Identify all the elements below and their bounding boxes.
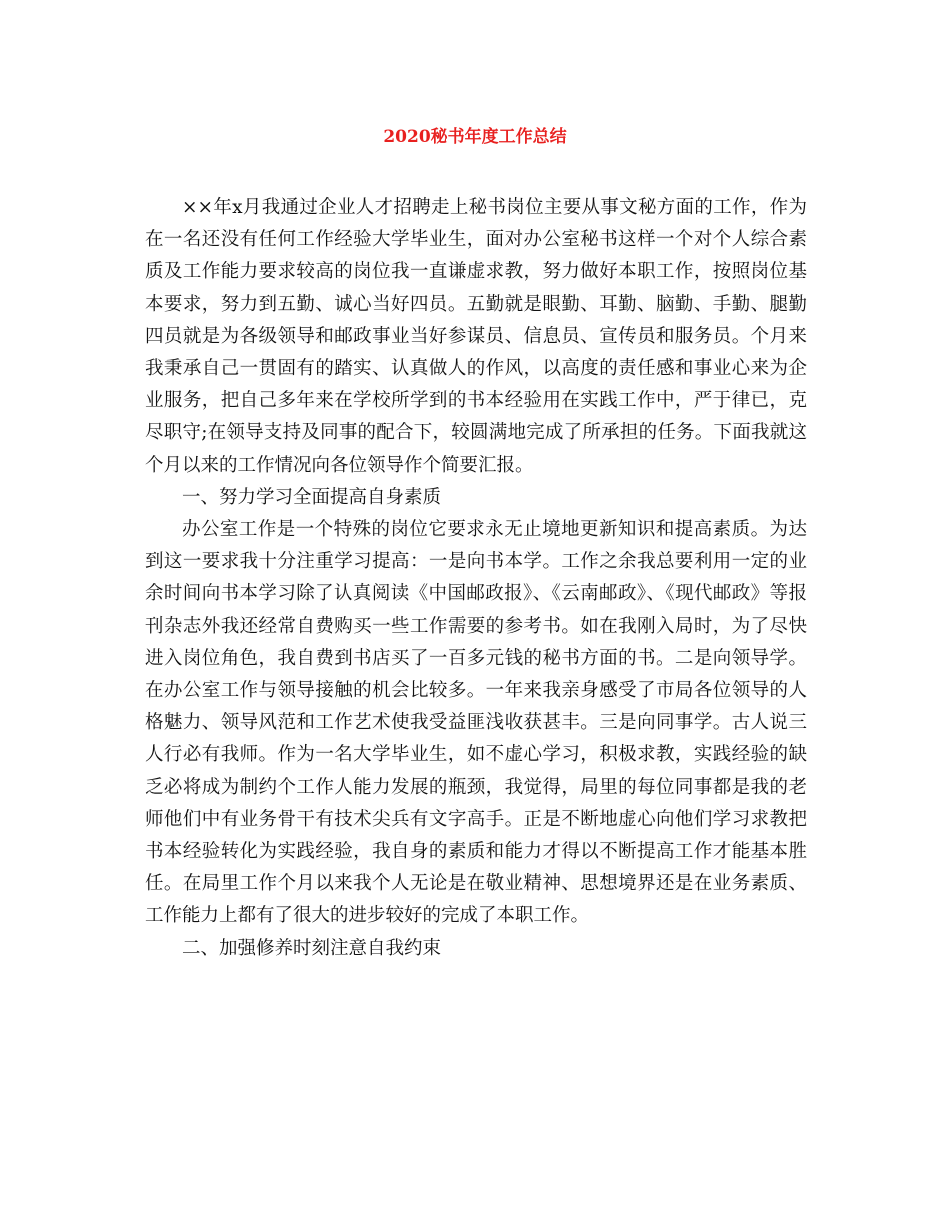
section-heading-1: 一、努力学习全面提高自身素质 (182, 486, 442, 508)
paragraph-section-1: 办公室工作是一个特殊的岗位它要求永无止境地更新知识和提高素质。为达到这一要求我十分注重学习提高：一是向书本学。工作之余我总要利用一定的业余时间向书本学习除了认真阅读《中国邮政报》、《云南邮政》、《现代邮政》等报刊杂志外我还经常自费购买一些工作需要的参考书。如在我刚入局时，为了尽快进入岗位角色，我自费到书店买了一百多元钱的秘书方面的书。二是向领导学。在办公室工作与领导接触的机会比较多。一年来我亲身感受了市局各位领导的人格魅力、领导风范和工作艺术使我受益匪浅收获甚丰。三是向同事学。古人说三人行必有我师。作为一名大学毕业生，如不虚心学习，积极求教，实践经验的缺乏必将成为制约个工作人能力发展的瓶颈，我觉得，局里的每位同事都是我的老师他们中有业务骨干有技术尖兵有文字高手。正是不断地虚心向他们学习求教把书本经验转化为实践经验，我自身的素质和能力才得以不断提高工作才能基本胜任。在局里工作个月以来我个人无论是在敬业精神、思想境界还是在业务素质、工作能力上都有了很大的进步较好的完成了本职工作。 (145, 519, 807, 927)
paragraph-intro: ××年x月我通过企业人才招聘走上秘书岗位主要从事文秘方面的工作，作为在一名还没有任何工作经验大学毕业生，面对办公室秘书这样一个对个人综合素质及工作能力要求较高的岗位我一直谦虚求教，努力做好本职工作，按照岗位基本要求，努力到五勤、诚心当好四员。五勤就是眼勤、耳勤、脑勤、手勤、腿勤四员就是为各级领导和邮政事业当好参谋员、信息员、宣传员和服务员。个月来我秉承自己一贯固有的踏实、认真做人的作风，以高度的责任感和事业心来为企业服务，把自己多年来在学校所学到的书本经验用在实践工作中，严于律已，克尽职守;在领导支持及同事的配合下，较圆满地完成了所承担的任务。下面我就这个月以来的工作情况向各位领导作个简要汇报。 (145, 197, 807, 476)
document-title: 2020秘书年度工作总结 (383, 127, 567, 147)
section-heading-2: 二、加强修养时刻注意自我约束 (182, 937, 442, 959)
document-body (145, 192, 807, 965)
